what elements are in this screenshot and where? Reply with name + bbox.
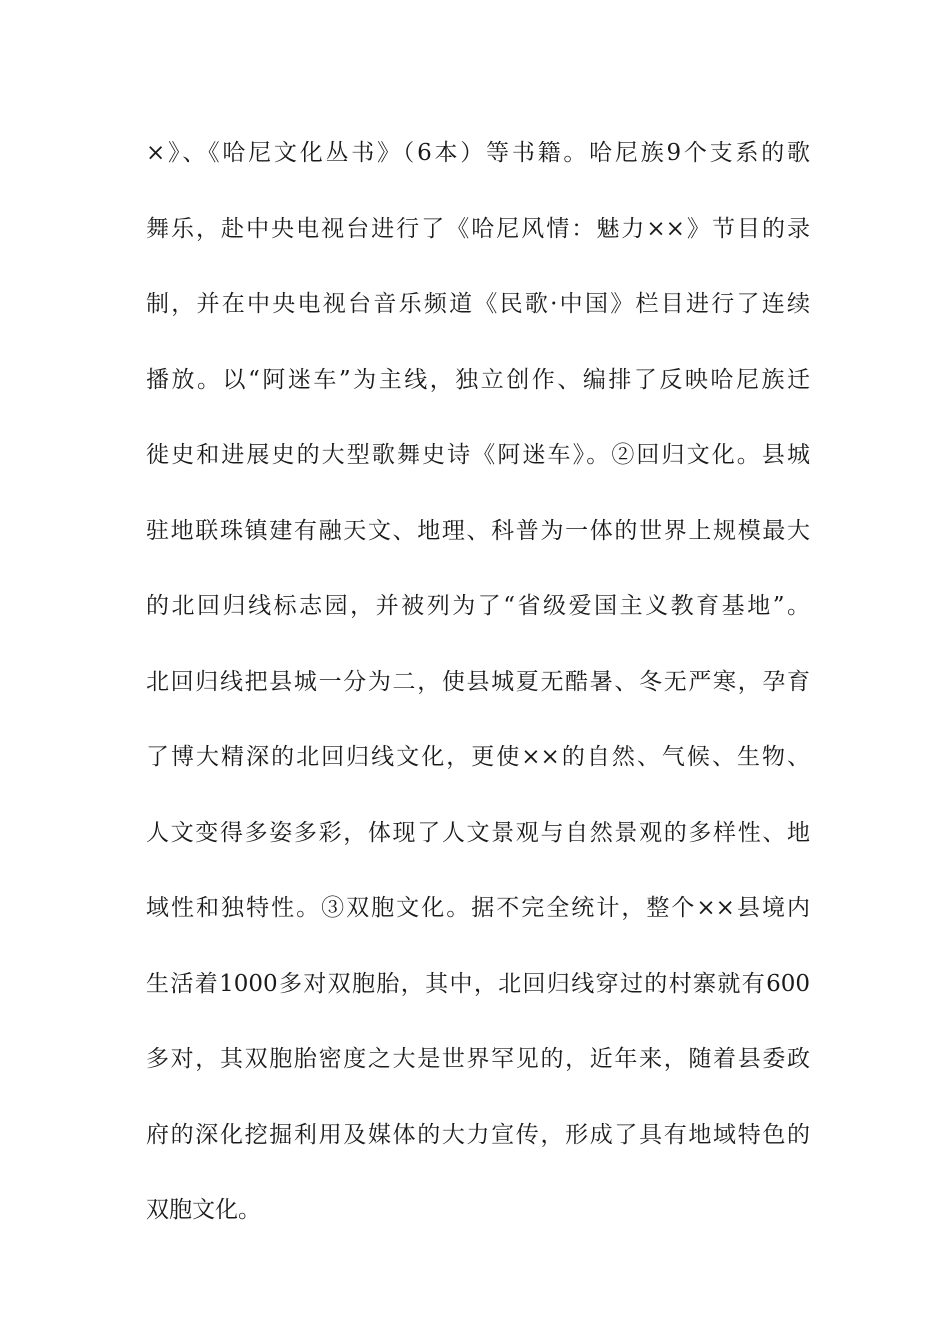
- text-line: 舞乐，赴中央电视台进行了《哈尼风情：魅力××》节目的录: [146, 215, 810, 242]
- text-line: 府的深化挖掘利用及媒体的大力宣传，形成了具有地域特色的: [146, 1121, 810, 1148]
- text-line: 播放。以“阿迷车”为主线，独立创作、编排了反映哈尼族迁: [146, 366, 810, 393]
- text-line: 双胞文化。: [146, 1197, 261, 1223]
- text-line: 了博大精深的北回归线文化，更使××的自然、气候、生物、: [146, 744, 810, 770]
- body-paragraph: [146, 128, 810, 1261]
- text-line: 北回归线把县城一分为二，使县城夏无酷暑、冬无严寒，孕育: [146, 668, 810, 695]
- text-line: 生活着1000多对双胞胎，其中，北回归线穿过的村寨就有600: [146, 970, 810, 997]
- text-line: 多对，其双胞胎密度之大是世界罕见的，近年来，随着县委政: [146, 1046, 810, 1072]
- text-line: 人文变得多姿多彩，体现了人文景观与自然景观的多样性、地: [146, 819, 810, 846]
- text-line: 域性和独特性。③双胞文化。据不完全统计，整个××县境内: [146, 895, 810, 921]
- text-line: ×》、《哈尼文化丛书》（6本）等书籍。哈尼族9个支系的歌: [146, 140, 810, 166]
- text-line: 制，并在中央电视台音乐频道《民歌·中国》栏目进行了连续: [146, 291, 810, 317]
- text-line: 徙史和进展史的大型歌舞史诗《阿迷车》。②回归文化。县城: [146, 442, 810, 468]
- text-line: 的北回归线标志园，并被列为了“省级爱国主义教育基地”。: [146, 593, 810, 619]
- text-line: 驻地联珠镇建有融天文、地理、科普为一体的世界上规模最大: [146, 517, 810, 544]
